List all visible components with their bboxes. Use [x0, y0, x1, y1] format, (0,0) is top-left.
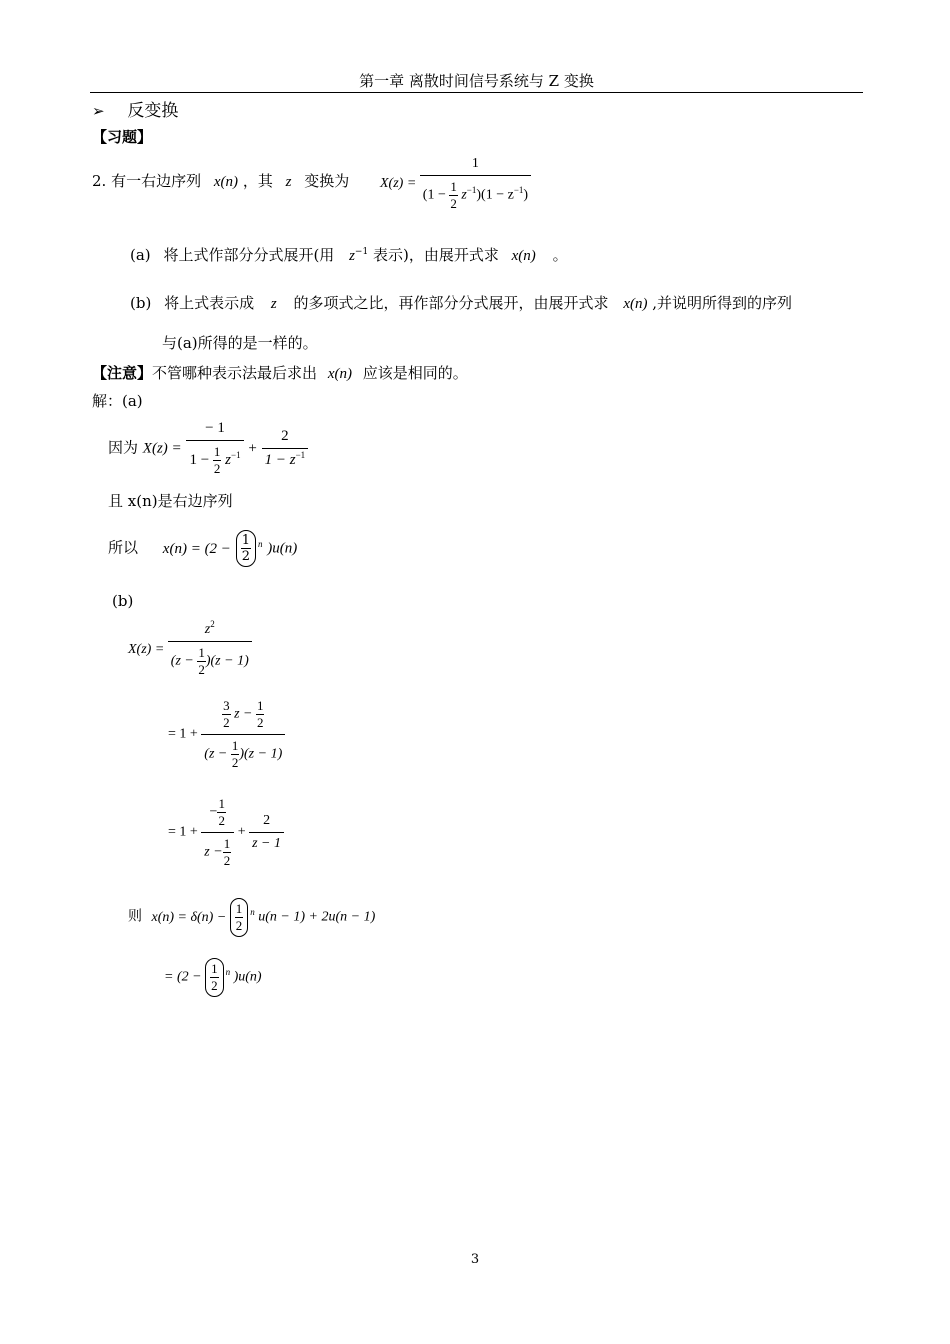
- three-halves: [222, 698, 231, 731]
- half-num: 1: [198, 645, 205, 660]
- denom-part-2: )(1 − z: [476, 187, 514, 203]
- half-paren: [230, 898, 249, 937]
- eq1-prefix: = 1 +: [168, 726, 198, 742]
- fraction-2-den: [262, 449, 309, 469]
- half-num: 1: [256, 698, 264, 713]
- note-tag: 【注意】: [92, 364, 153, 382]
- eq1-z: z −: [234, 706, 253, 722]
- half-den: 2: [213, 461, 221, 476]
- fraction-1: [186, 420, 243, 477]
- formula-lhs: X(z) =: [380, 176, 417, 192]
- b-lhs: X(z) =: [128, 642, 165, 658]
- half-num: 1: [241, 533, 250, 548]
- half-fraction: [241, 533, 251, 564]
- part-b-text-2: 的多项式之比，再作部分分式展开，由展开式求: [293, 294, 609, 312]
- eq2-num: [201, 796, 234, 833]
- chapter-header: 第一章 离散时间信号系统与 Z 变换: [359, 72, 594, 90]
- fraction-numerator: 1: [420, 156, 531, 176]
- result-rhs: )u(n): [267, 540, 298, 557]
- eq2-den: [201, 833, 234, 869]
- f1-den-z: z: [225, 451, 232, 468]
- eq2-fraction-1: [201, 796, 234, 869]
- fraction-denominator: [420, 176, 531, 212]
- eq2-f2-den: z − 1: [252, 836, 282, 851]
- plus-sign: +: [237, 824, 246, 840]
- f1-den-exp: −1: [231, 449, 241, 460]
- two: 2: [223, 715, 230, 730]
- half-num: 1: [218, 796, 225, 811]
- part-b-text-3: ,并说明所得到的序列: [652, 294, 793, 312]
- section-title: 反变换: [127, 101, 179, 121]
- part-a-period: 。: [552, 246, 568, 264]
- half-num: 1: [223, 836, 231, 851]
- denom-exp-2: −1: [513, 184, 524, 195]
- xz-lhs: X(z) =: [142, 440, 182, 457]
- power-n: n: [258, 538, 263, 549]
- note-xn: x(n): [327, 366, 352, 382]
- z-symbol: z: [285, 174, 292, 190]
- f2-den-exp: −1: [295, 450, 306, 460]
- b-label: (b): [112, 592, 134, 610]
- half-den: 2: [231, 755, 239, 770]
- bullet-arrow-icon: ➢: [92, 102, 105, 120]
- part-a-text: 将上式作部分分式展开(用: [163, 246, 335, 264]
- part-a-xn: x(n): [511, 248, 536, 264]
- eq1-den: [201, 735, 285, 771]
- b-fraction-num: [168, 619, 252, 642]
- eq2-fraction-2: [249, 813, 284, 852]
- part-b: [130, 292, 792, 313]
- delta-lhs: x(n) = δ(n) −: [151, 909, 227, 925]
- part-b-z: z: [270, 296, 277, 312]
- solution-label: 解：(a): [92, 392, 143, 410]
- half-fraction: [197, 645, 206, 678]
- half-den: 2: [211, 978, 218, 993]
- half-fraction: [256, 698, 265, 731]
- power-n: n: [250, 906, 255, 917]
- half-den: 2: [235, 918, 243, 933]
- formula-fraction: [420, 156, 531, 212]
- because-text: 因为: [108, 438, 139, 457]
- zinv-symbol: z: [349, 248, 355, 264]
- half-num: 1: [235, 901, 243, 916]
- b-formula-2: [168, 698, 285, 771]
- eq2-f2-num: 2: [249, 813, 284, 833]
- fraction-2: [262, 428, 309, 469]
- eq1-den-a: (z −: [204, 746, 228, 762]
- part-b-line2: 与(a)所得的是一样的。: [162, 334, 318, 352]
- delta-rhs: u(n − 1) + 2u(n − 1): [258, 909, 376, 925]
- final-prefix: = (2 −: [164, 969, 202, 985]
- eq1-fraction: [201, 698, 285, 771]
- page-number: 3: [470, 1252, 480, 1267]
- problem-text-2: ，其: [242, 172, 273, 190]
- half-fraction: [213, 444, 222, 477]
- therefore-text: 所以: [108, 538, 139, 557]
- eq1-den-b: )(z − 1): [239, 746, 283, 762]
- b-formula-3: [168, 796, 284, 869]
- part-b-label: (b): [130, 294, 152, 312]
- denom-exp: −1: [466, 184, 477, 195]
- half-num: 1: [450, 179, 457, 194]
- xn-symbol: x(n): [213, 174, 239, 190]
- section-heading: [92, 96, 178, 121]
- eq2-prefix: = 1 +: [168, 824, 198, 840]
- b-fraction: [168, 619, 252, 678]
- b-num-z: z: [204, 622, 211, 637]
- f1-den-a: 1 −: [189, 451, 210, 468]
- problem-statement: [92, 170, 349, 191]
- half-den: 2: [450, 196, 457, 211]
- plus-sign: +: [248, 440, 257, 457]
- b-den-a: (z −: [170, 653, 194, 669]
- half-num: 1: [211, 961, 218, 976]
- eq2-den-a: z −: [204, 844, 223, 860]
- half-den: 2: [218, 813, 225, 828]
- fraction-1-den: [186, 441, 243, 477]
- half-fraction: [449, 179, 458, 212]
- denom-close: ): [523, 187, 529, 203]
- delta-formula: [128, 898, 375, 937]
- b-fraction-den: [168, 642, 252, 678]
- note-text: 不管哪种表示法最后求出: [152, 364, 318, 382]
- problem-text-3: 变换为: [304, 172, 350, 190]
- half-fraction: [235, 901, 244, 934]
- zinv-exp: −1: [354, 247, 369, 257]
- part-a-text-2: 表示)，由展开式求: [372, 246, 499, 264]
- half-den: 2: [198, 662, 205, 677]
- result-lhs: x(n) = (2 −: [162, 540, 231, 557]
- f2-den: 1 − z: [264, 452, 296, 468]
- part-a-label: (a): [130, 246, 151, 264]
- exercise-tag: 【习题】: [92, 128, 153, 146]
- final-formula: [164, 958, 262, 997]
- half-den: 2: [241, 549, 250, 564]
- right-sided-note: 且 x(n)是右边序列: [108, 492, 233, 510]
- note-text-2: 应该是相同的。: [362, 364, 468, 382]
- problem-formula: [380, 156, 531, 212]
- fraction-2-num: 2: [262, 428, 309, 449]
- part-b-text: 将上式表示成: [164, 294, 255, 312]
- final-rhs: )u(n): [233, 969, 262, 985]
- note: [92, 362, 468, 383]
- half-paren: [205, 958, 224, 997]
- half-fraction: [217, 796, 226, 829]
- therefore-formula: [108, 530, 297, 567]
- half-fraction: [223, 836, 232, 869]
- half-num: 1: [213, 444, 221, 459]
- denom-z: z: [461, 187, 467, 203]
- part-a: [130, 244, 568, 265]
- b-den-b: )(z − 1): [205, 653, 249, 669]
- fraction-1-num: − 1: [186, 420, 243, 441]
- b-num-exp: 2: [210, 619, 215, 629]
- half-num: 1: [231, 738, 239, 753]
- three: 3: [223, 698, 230, 713]
- because-formula: [108, 420, 308, 477]
- part-b-xn: x(n): [623, 296, 648, 312]
- minus-sign: −: [209, 804, 218, 820]
- then-text: 则: [128, 908, 142, 925]
- denom-part: (1 −: [422, 187, 446, 203]
- problem-number: 2.: [92, 172, 107, 190]
- half-den: 2: [256, 715, 264, 730]
- half-den: 2: [223, 853, 231, 868]
- header-rule: [90, 92, 863, 93]
- b-formula-1: [128, 619, 252, 678]
- eq1-num: [201, 698, 285, 735]
- problem-text: 有一右边序列: [111, 172, 202, 190]
- half-paren: [236, 530, 256, 567]
- power-n: n: [225, 966, 231, 977]
- half-fraction: [210, 961, 219, 994]
